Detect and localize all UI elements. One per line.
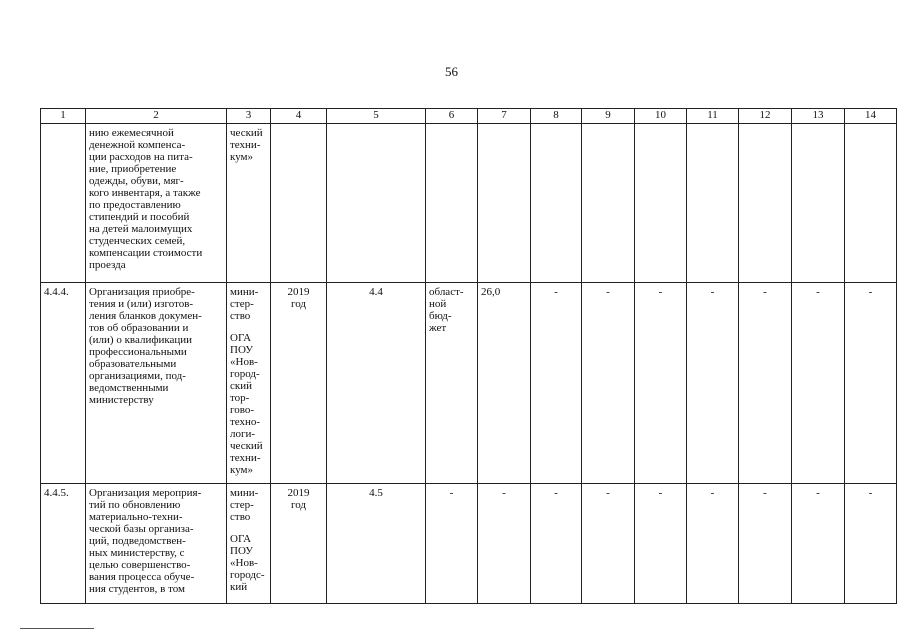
executor-line: кум» <box>230 464 254 476</box>
executor-line: город- <box>230 368 260 380</box>
table-row <box>41 484 897 604</box>
activity-name-line: (или) о квалификации <box>89 334 193 346</box>
amount-cell <box>478 124 531 283</box>
amount-cell-col-8 <box>531 124 582 283</box>
amount-cell-col-11: - <box>687 283 739 484</box>
amount-cell-col-14: - <box>845 283 897 484</box>
header-row <box>41 109 897 124</box>
activity-name-cell <box>86 484 227 604</box>
activity-name-line: ления бланков докумен- <box>89 310 202 322</box>
header-col-9: 9 <box>582 109 635 124</box>
activity-name-line: ции расходов на пита- <box>89 151 193 163</box>
funding-source-line: - <box>449 487 454 499</box>
executor-line: ский <box>230 380 252 392</box>
amount-cell-col-14: - <box>845 484 897 604</box>
header-col-10: 10 <box>635 109 687 124</box>
page-number: 56 <box>445 64 458 79</box>
header-col-5: 5 <box>327 109 426 124</box>
executor-line: ОГА <box>230 332 252 344</box>
executor-line: логи- <box>230 428 256 440</box>
year-line: год <box>290 499 307 511</box>
amount-cell-col-8: - <box>531 484 582 604</box>
amount-cell-col-11: - <box>687 484 739 604</box>
executor-line: мини- <box>230 286 259 298</box>
amount-cell-col-9: - <box>582 283 635 484</box>
amount-cell-col-14 <box>845 124 897 283</box>
funding-source-line: бюд- <box>429 310 452 322</box>
amount-cell-col-9: - <box>582 484 635 604</box>
amount-cell-col-12: - <box>739 484 792 604</box>
executor-gap <box>230 322 267 332</box>
funding-source-line: област- <box>429 286 464 298</box>
activity-name-cell <box>86 124 227 283</box>
funding-source-cell <box>426 484 478 604</box>
executor-cell <box>227 283 271 484</box>
activity-name-line: ческой базы организа- <box>89 523 194 535</box>
executor-line: кум» <box>230 151 254 163</box>
activity-name-line: одежды, обуви, мяг- <box>89 175 184 187</box>
executor-line: мини- <box>230 487 259 499</box>
executor-gap <box>230 523 267 533</box>
executor-line: ство <box>230 511 251 523</box>
indicator-cell: 4.5 <box>327 484 426 604</box>
activity-name-line: нию ежемесячной <box>89 127 174 139</box>
table-row <box>41 124 897 283</box>
executor-line: ческий <box>230 127 263 139</box>
year-cell <box>271 124 327 283</box>
amount-cell-col-11 <box>687 124 739 283</box>
plan-table <box>40 108 897 604</box>
activity-name-line: тения и (или) изготов- <box>89 298 194 310</box>
amount-cell: 26,0 <box>478 283 531 484</box>
activity-name-line: ведомственными <box>89 382 169 394</box>
amount-cell-col-12 <box>739 124 792 283</box>
activity-name-line: денежной компенса- <box>89 139 186 151</box>
activity-name-line: стипендий и пособий <box>89 211 190 223</box>
executor-line: стер- <box>230 499 254 511</box>
year-cell <box>271 283 327 484</box>
activity-name-line: на детей малоимущих <box>89 223 193 235</box>
executor-line: техни- <box>230 139 261 151</box>
executor-line: кий <box>230 581 248 593</box>
indicator-cell: 4.4 <box>327 283 426 484</box>
activity-name-line: ций, подведомствен- <box>89 535 186 547</box>
row-number-cell: 4.4.4. <box>41 283 86 484</box>
amount-cell-col-10: - <box>635 283 687 484</box>
year-line: 2019 <box>287 487 310 499</box>
indicator-cell <box>327 124 426 283</box>
amount-cell: - <box>478 484 531 604</box>
footnote-rule <box>20 628 94 629</box>
executor-line: городс- <box>230 569 265 581</box>
year-line: год <box>290 298 307 310</box>
amount-cell-col-10 <box>635 124 687 283</box>
header-col-13: 13 <box>792 109 845 124</box>
table-row <box>41 283 897 484</box>
activity-name-line: профессиональными <box>89 346 187 358</box>
amount-cell-col-10: - <box>635 484 687 604</box>
amount-cell-col-13: - <box>792 283 845 484</box>
amount-cell-col-13 <box>792 124 845 283</box>
executor-line: «Нов- <box>230 557 258 569</box>
executor-cell <box>227 484 271 604</box>
header-col-11: 11 <box>687 109 739 124</box>
header-col-3: 3 <box>227 109 271 124</box>
activity-name-line: министерству <box>89 394 154 406</box>
executor-line: ческий <box>230 440 263 452</box>
executor-cell <box>227 124 271 283</box>
header-col-6: 6 <box>426 109 478 124</box>
activity-name-cell <box>86 283 227 484</box>
row-number-cell: 4.4.5. <box>41 484 86 604</box>
executor-line: ПОУ <box>230 545 254 557</box>
activity-name-line: материально-техни- <box>89 511 183 523</box>
executor-line: техно- <box>230 416 261 428</box>
funding-source-line: жет <box>429 322 447 334</box>
header-col-2: 2 <box>86 109 227 124</box>
executor-line: стер- <box>230 298 254 310</box>
executor-line: тор- <box>230 392 250 404</box>
header-col-4: 4 <box>271 109 327 124</box>
activity-name-line: компенсации стоимости <box>89 247 203 259</box>
executor-line: гово- <box>230 404 255 416</box>
header-col-14: 14 <box>845 109 897 124</box>
amount-cell-col-9 <box>582 124 635 283</box>
amount-cell-col-13: - <box>792 484 845 604</box>
header-col-12: 12 <box>739 109 792 124</box>
activity-name-line: организациями, под- <box>89 370 186 382</box>
activity-name-line: кого инвентаря, а также <box>89 187 201 199</box>
activity-name-line: вания процесса обуче- <box>89 571 195 583</box>
executor-line: ОГА <box>230 533 252 545</box>
activity-name-line: ния студентов, в том <box>89 583 186 595</box>
year-line: 2019 <box>287 286 310 298</box>
funding-source-cell <box>426 283 478 484</box>
activity-name-line: Организация приобре- <box>89 286 195 298</box>
activity-name-line: ние, приобретение <box>89 163 177 175</box>
activity-name-line: целью совершенство- <box>89 559 191 571</box>
funding-source-cell <box>426 124 478 283</box>
executor-line: ПОУ <box>230 344 254 356</box>
executor-line: техни- <box>230 452 261 464</box>
activity-name-line: проезда <box>89 259 126 271</box>
funding-source-line: ной <box>429 298 447 310</box>
header-col-8: 8 <box>531 109 582 124</box>
activity-name-line: образовательными <box>89 358 177 370</box>
activity-name-line: ных министерству, с <box>89 547 185 559</box>
row-number-cell <box>41 124 86 283</box>
header-col-7: 7 <box>478 109 531 124</box>
year-cell <box>271 484 327 604</box>
activity-name-line: студенческих семей, <box>89 235 186 247</box>
activity-name-line: тий по обновлению <box>89 499 181 511</box>
header-col-1: 1 <box>41 109 86 124</box>
activity-name-line: тов об образовании и <box>89 322 189 334</box>
activity-name-line: Организация мероприя- <box>89 487 202 499</box>
amount-cell-col-12: - <box>739 283 792 484</box>
amount-cell-col-8: - <box>531 283 582 484</box>
activity-name-line: по предоставлению <box>89 199 181 211</box>
executor-line: «Нов- <box>230 356 258 368</box>
executor-line: ство <box>230 310 251 322</box>
